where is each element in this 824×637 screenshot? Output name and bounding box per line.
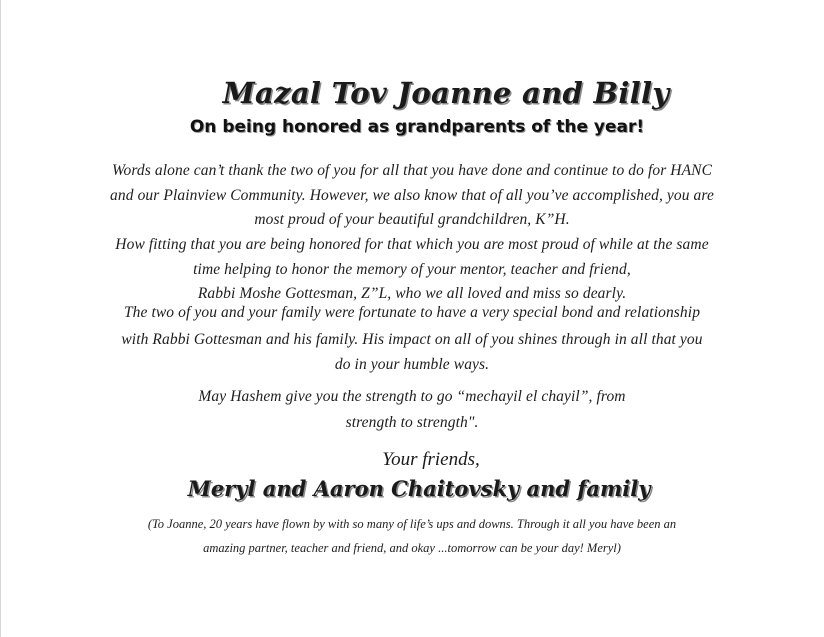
body-line: May Hashem give you the strength to go “mechayil el chayil”, from [198, 388, 626, 405]
body-line: Words alone can’t thank the two of you for all that you have done and continue to do for HANC [111, 162, 713, 179]
body-line: Rabbi Moshe Gottesman, Z”L, who we all loved and miss so dearly. [197, 285, 627, 302]
letter-closing: Your friends, [382, 449, 480, 470]
postscript-line: amazing partner, teacher and friend, and okay ...tomorrow can be your day! Meryl) [203, 541, 621, 555]
body-line: strength to strength". [345, 414, 479, 431]
letter-signature: Meryl and Aaron Chaitovsky and family [187, 476, 651, 501]
body-line: most proud of your beautiful grandchildren, K”H. [254, 211, 570, 228]
body-line: time helping to honor the memory of your mentor, teacher and friend, [193, 261, 631, 278]
letter-title: Mazal Tov Joanne and Billy [222, 76, 670, 110]
letter-subtitle: On being honored as grandparents of the year! [189, 117, 645, 137]
postscript-line: (To Joanne, 20 years have flown by with so many of life’s ups and downs. Through it all you have been an [147, 517, 677, 531]
body-line: with Rabbi Gottesman and his family. His impact on all of you shines through in all that you [121, 331, 703, 348]
body-line: The two of you and your family were fortunate to have a very special bond and relationship [123, 304, 701, 321]
body-line: do in your humble ways. [334, 356, 490, 373]
body-line: How fitting that you are being honored for that which you are most proud of while at the same [115, 236, 709, 253]
body-line: and our Plainview Community. However, we also know that of all you’ve accomplished, you are [110, 187, 714, 204]
